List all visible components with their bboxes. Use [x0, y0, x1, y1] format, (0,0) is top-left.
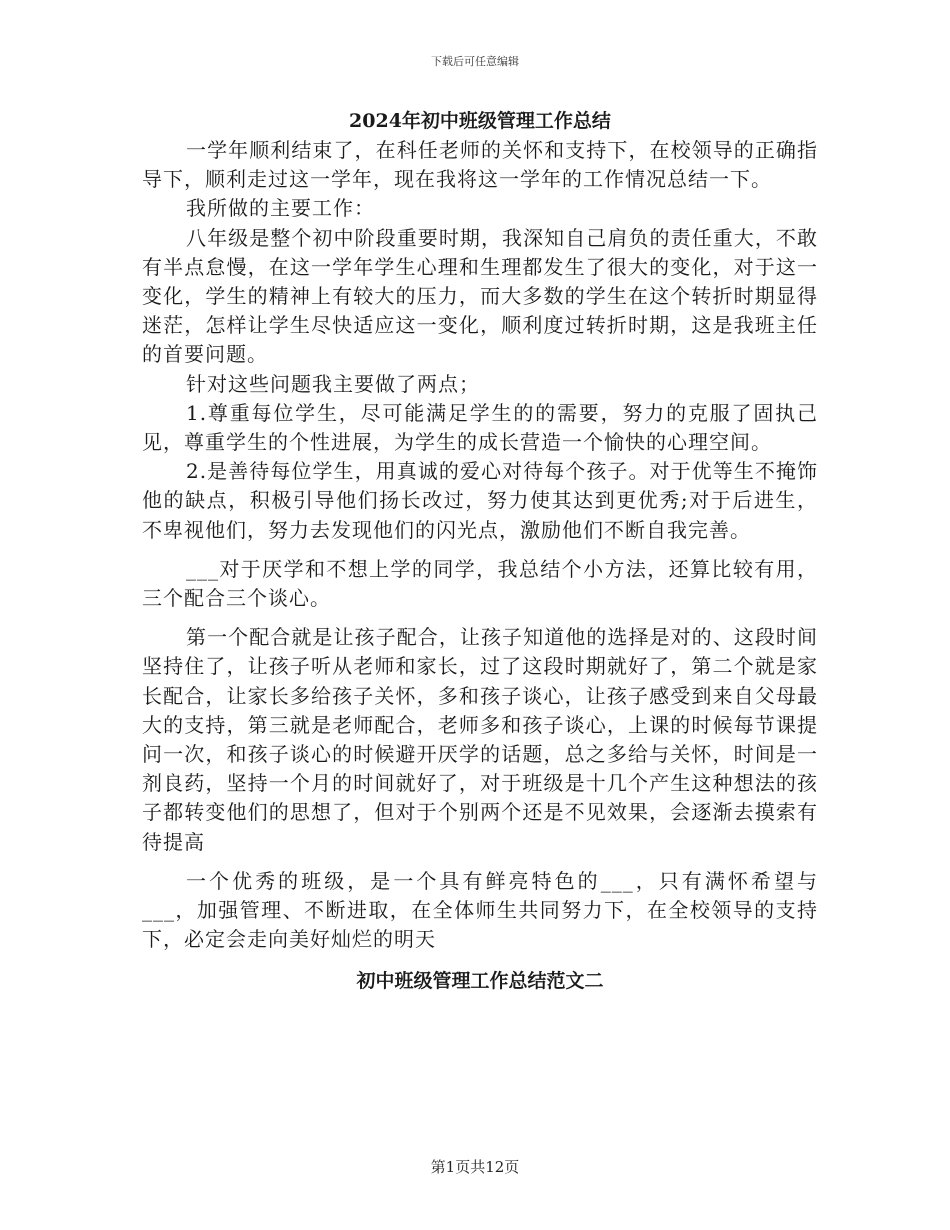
paragraph-point-two: 2.是善待每位学生，用真诚的爱心对待每个孩子。对于优等生不掩饰他的缺点，积极引导他们扬长改过，努力使其达到更优秀;对于后进生，不卑视他们，努力去发现他们的闪光点，激励他们不断自我完善。	[142, 459, 818, 542]
page-header-note: 下载后可任意编辑	[431, 55, 519, 68]
next-section-title: 初中班级管理工作总结范文二	[356, 970, 604, 993]
paragraph-main-work-heading: 我所做的主要工作：	[186, 196, 375, 221]
paragraph-two-points: 针对这些问题我主要做了两点；	[186, 371, 480, 396]
page-indicator: 第1页共12页	[430, 1158, 520, 1176]
paragraph-weary-students: ___对于厌学和不想上学的同学，我总结个小方法，还算比较有用，三个配合三个谈心。	[142, 556, 818, 611]
paragraph-intro: 一学年顺利结束了，在科任老师的关怀和支持下，在校领导的正确指导下，顺利走过这一学年，现在我将这一学年的工作情况总结一下。	[142, 138, 818, 192]
paragraph-three-cooperations: 第一个配合就是让孩子配合，让孩子知道他的选择是对的、这段时间坚持住了，让孩子听从老师和家长，过了这段时期就好了，第二个就是家长配合，让家长多给孩子关怀，多和孩子谈心，让孩子感受到来自父母最大的支持，第三就是老师配合，老师多和孩子谈心，上课的时候每节课提问一次，和孩子谈心的时候避开厌学的话题，总之多给与关怀，时间是一剂良药，坚持一个月的时间就好了，对于班级是十几个产生这种想法的孩子都转变他们的思想了，但对于个别两个还是不见效果，会逐渐去摸索有待提高	[142, 625, 818, 854]
paragraph-conclusion: 一个优秀的班级，是一个具有鲜亮特色的___，只有满怀希望与___，加强管理、不断进取，在全体师生共同努力下，在全校领导的支持下，必定会走向美好灿烂的明天	[142, 868, 818, 952]
paragraph-grade-eight: 八年级是整个初中阶段重要时期，我深知自己肩负的责任重大，不敢有半点怠慢，在这一学年学生心理和生理都发生了很大的变化，对于这一变化，学生的精神上有较大的压力，而大多数的学生在这个转折时期显得迷茫，怎样让学生尽快适应这一变化，顺利度过转折时期，这是我班主任的首要问题。	[142, 225, 818, 367]
document-body	[142, 106, 818, 996]
paragraph-point-one: 1.尊重每位学生，尽可能满足学生的的需要，努力的克服了固执己见，尊重学生的个性进展，为学生的成长营造一个愉快的心理空间。	[142, 400, 818, 455]
document-title: 2024年初中班级管理工作总结	[349, 110, 611, 132]
